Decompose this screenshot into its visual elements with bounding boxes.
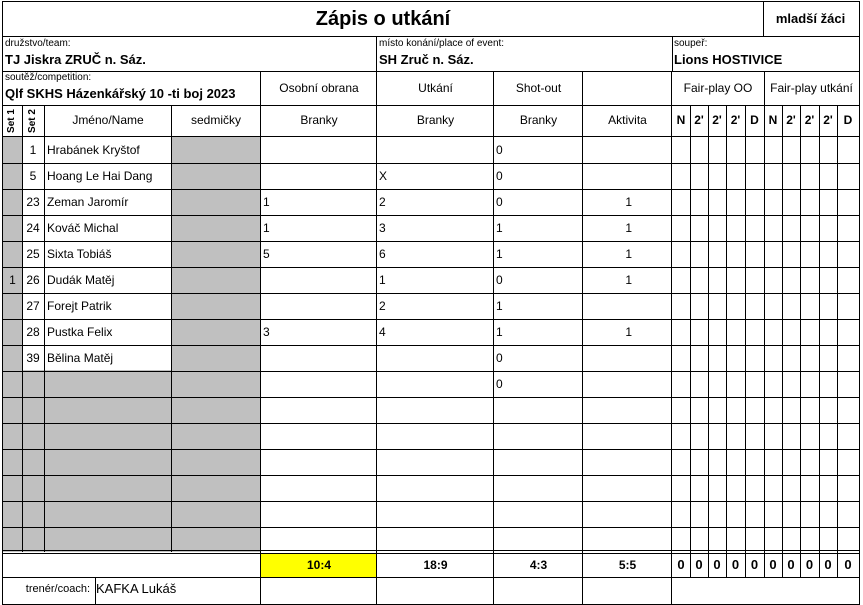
grid-line [2,371,860,372]
sheet-title: Zápis o utkání [315,8,451,30]
player-set1 [3,371,22,397]
player-aktivita: 1 [625,273,632,287]
place-label: místo konání/place of event: [379,38,505,49]
player-set1: 1 [9,273,16,287]
player-number [22,371,44,397]
header-aktivita: Aktivita [608,113,647,127]
header-utkani: Utkání [418,81,453,95]
player-aktivita: 1 [625,325,632,339]
category-label: mladší žáci [775,11,846,26]
player-utkani-goals [377,371,494,397]
total-fairplay: 0 [713,557,721,572]
player-shotout-goals: 0 [496,377,503,391]
player-number: 5 [29,169,37,183]
grid-line [22,105,23,552]
player-shotout-goals: 0 [496,143,503,157]
place-name: SH Zruč n. Sáz. [379,52,474,67]
grid-line [819,105,820,577]
grid-line [2,345,860,346]
player-name: Zeman Jaromír [47,195,129,209]
grid-line [582,71,583,605]
player-name: Kováč Michal [47,221,119,235]
player-utkani-goals: 1 [379,273,386,287]
grid-line [2,136,860,137]
grid-line [2,293,860,294]
player-osobni-goals: 3 [263,325,270,339]
team-name: TJ Jiskra ZRUČ n. Sáz. [5,52,146,67]
player-utkani-goals: 4 [379,325,386,339]
player-utkani-goals: 6 [379,247,386,261]
player-shotout-goals: 0 [496,195,503,209]
header-branky-shotout: Branky [519,113,558,127]
total-osobni: 10:4 [306,558,332,572]
header-name: Jméno/Name [72,113,144,127]
total-fairplay: 0 [769,557,777,572]
grid-line [2,527,860,528]
header-fairplay-sub: 2' [712,113,722,127]
grid-line [763,1,764,36]
player-set1 [3,319,22,345]
player-name: Forejt Patrik [47,299,112,313]
grid-line [44,105,45,552]
player-number: 1 [29,143,37,157]
header-fairplay-sub: 2' [694,113,704,127]
player-aktivita: 1 [625,221,632,235]
player-number: 28 [26,325,40,339]
player-shotout-goals: 1 [496,299,503,313]
player-osobni-goals [261,137,377,163]
grid-line [672,36,673,71]
player-shotout-goals: 1 [496,325,503,339]
coach-name: KAFKA Lukáš [96,581,177,596]
header-set1: Set 1 [6,109,17,133]
player-set1 [3,345,22,371]
grid-line [2,215,860,216]
grid-line [376,71,377,605]
player-set1 [3,241,22,267]
player-name [44,371,172,397]
player-aktivita: 1 [625,195,632,209]
grid-line [2,267,860,268]
header-fairplay-sub: 2' [786,113,796,127]
player-number: 25 [26,247,40,261]
player-osobni-goals: 1 [263,221,270,235]
player-utkani-goals: X [379,169,388,183]
player-utkani-goals: 3 [379,221,386,235]
grid-line [690,105,691,577]
total-shotout: 4:3 [529,558,548,572]
player-set1 [3,189,22,215]
header-set2: Set 2 [27,109,38,133]
grid-line [745,105,746,577]
player-osobni-goals [261,371,377,397]
player-osobni-goals: 5 [263,247,270,261]
grid-line [2,475,860,476]
header-shotout: Shot-out [515,81,562,95]
grid-line [2,105,860,106]
player-shotout-goals: 0 [496,273,503,287]
total-fairplay: 0 [824,557,832,572]
player-aktivita [583,137,672,163]
grid-line [171,105,172,552]
player-name: Pustka Felix [47,325,113,339]
grid-line [2,163,860,164]
grid-line [2,1,860,2]
total-fairplay: 0 [677,557,685,572]
player-name: Hoang Le Hai Dang [47,169,153,183]
header-fairplay-sub: 2' [823,113,833,127]
player-set1 [3,137,22,163]
header-fairplay-sub: N [676,113,686,127]
player-shotout-goals: 0 [496,351,503,365]
coach-label: trenér/coach: [25,583,90,595]
header-fairplay-utkani: Fair-play utkání [770,81,853,95]
grid-line [95,577,96,605]
grid-line [726,105,727,577]
player-number: 39 [26,351,40,365]
grid-line [2,1,3,605]
player-name: Bělina Matěj [47,351,114,365]
grid-line [376,36,377,71]
opponent-name: Lions HOSTIVICE [674,52,783,67]
player-osobni-goals: 1 [263,195,270,209]
grid-line [800,105,801,577]
total-fairplay: 0 [695,557,703,572]
player-aktivita [583,163,672,189]
player-utkani-goals [377,137,494,163]
player-name: Hrabánek Kryštof [47,143,140,157]
player-osobni-goals [261,345,377,371]
player-osobni-goals [261,267,377,293]
grid-line [2,36,860,37]
header-fairplay-sub: D [843,113,853,127]
total-utkani: 18:9 [423,558,448,572]
player-number: 24 [26,221,40,235]
grid-line [2,71,860,72]
header-fairplay-sub: 2' [804,113,815,127]
total-fairplay: 0 [844,557,852,572]
header-fairplay-sub: N [768,113,778,127]
total-fairplay: 0 [805,557,814,572]
grid-line [260,71,261,605]
grid-line [493,71,494,605]
header-fairplay-sub: D [750,113,759,127]
grid-line [837,105,838,577]
grid-line [2,449,860,450]
player-aktivita [583,345,672,371]
header-sedmicky: sedmičky [190,113,241,127]
grid-line [2,577,860,578]
player-number: 26 [26,273,40,287]
player-aktivita [583,293,672,319]
total-aktivita: 5:5 [618,558,637,572]
player-aktivita: 1 [625,247,632,261]
player-utkani-goals [377,345,494,371]
total-fairplay: 0 [750,557,759,572]
total-fairplay: 0 [787,557,795,572]
header-branky-utkani: Branky [416,113,455,127]
player-utkani-goals: 2 [379,299,386,313]
team-label: družstvo/team: [5,38,71,49]
header-fairplay-sub: 2' [730,113,741,127]
player-osobni-goals [261,293,377,319]
grid-line [2,501,860,502]
header-fairplay-oo: Fair-play OO [683,81,753,95]
competition-name: Qlf SKHS Házenkářský 10 -ti boj 2023 [5,86,236,101]
total-fairplay: 0 [731,557,740,572]
grid-line [2,397,860,398]
grid-line [2,553,860,554]
player-set1 [3,215,22,241]
player-aktivita [583,371,672,397]
grid-line [708,105,709,577]
grid-line [2,241,860,242]
player-shotout-goals: 1 [496,247,503,261]
player-number: 23 [26,195,40,209]
player-name: Sixta Tobiáš [47,247,112,261]
grid-line [2,319,860,320]
grid-line [2,550,860,551]
grid-line [2,189,860,190]
player-name: Dudák Matěj [47,273,115,287]
header-osobni-obrana: Osobní obrana [279,81,359,95]
player-number: 27 [26,299,40,313]
player-osobni-goals [261,163,377,189]
player-shotout-goals: 1 [496,221,503,235]
grid-line [782,105,783,577]
player-set1 [3,293,22,319]
grid-line [671,71,672,605]
header-branky-osobni: Branky [300,113,338,127]
competition-label: soutěž/competition: [5,72,92,83]
player-utkani-goals: 2 [379,195,386,209]
player-set1 [3,163,22,189]
opponent-label: soupeř: [674,38,708,49]
player-shotout-goals: 0 [496,169,503,183]
grid-line [2,423,860,424]
grid-line [859,1,860,605]
